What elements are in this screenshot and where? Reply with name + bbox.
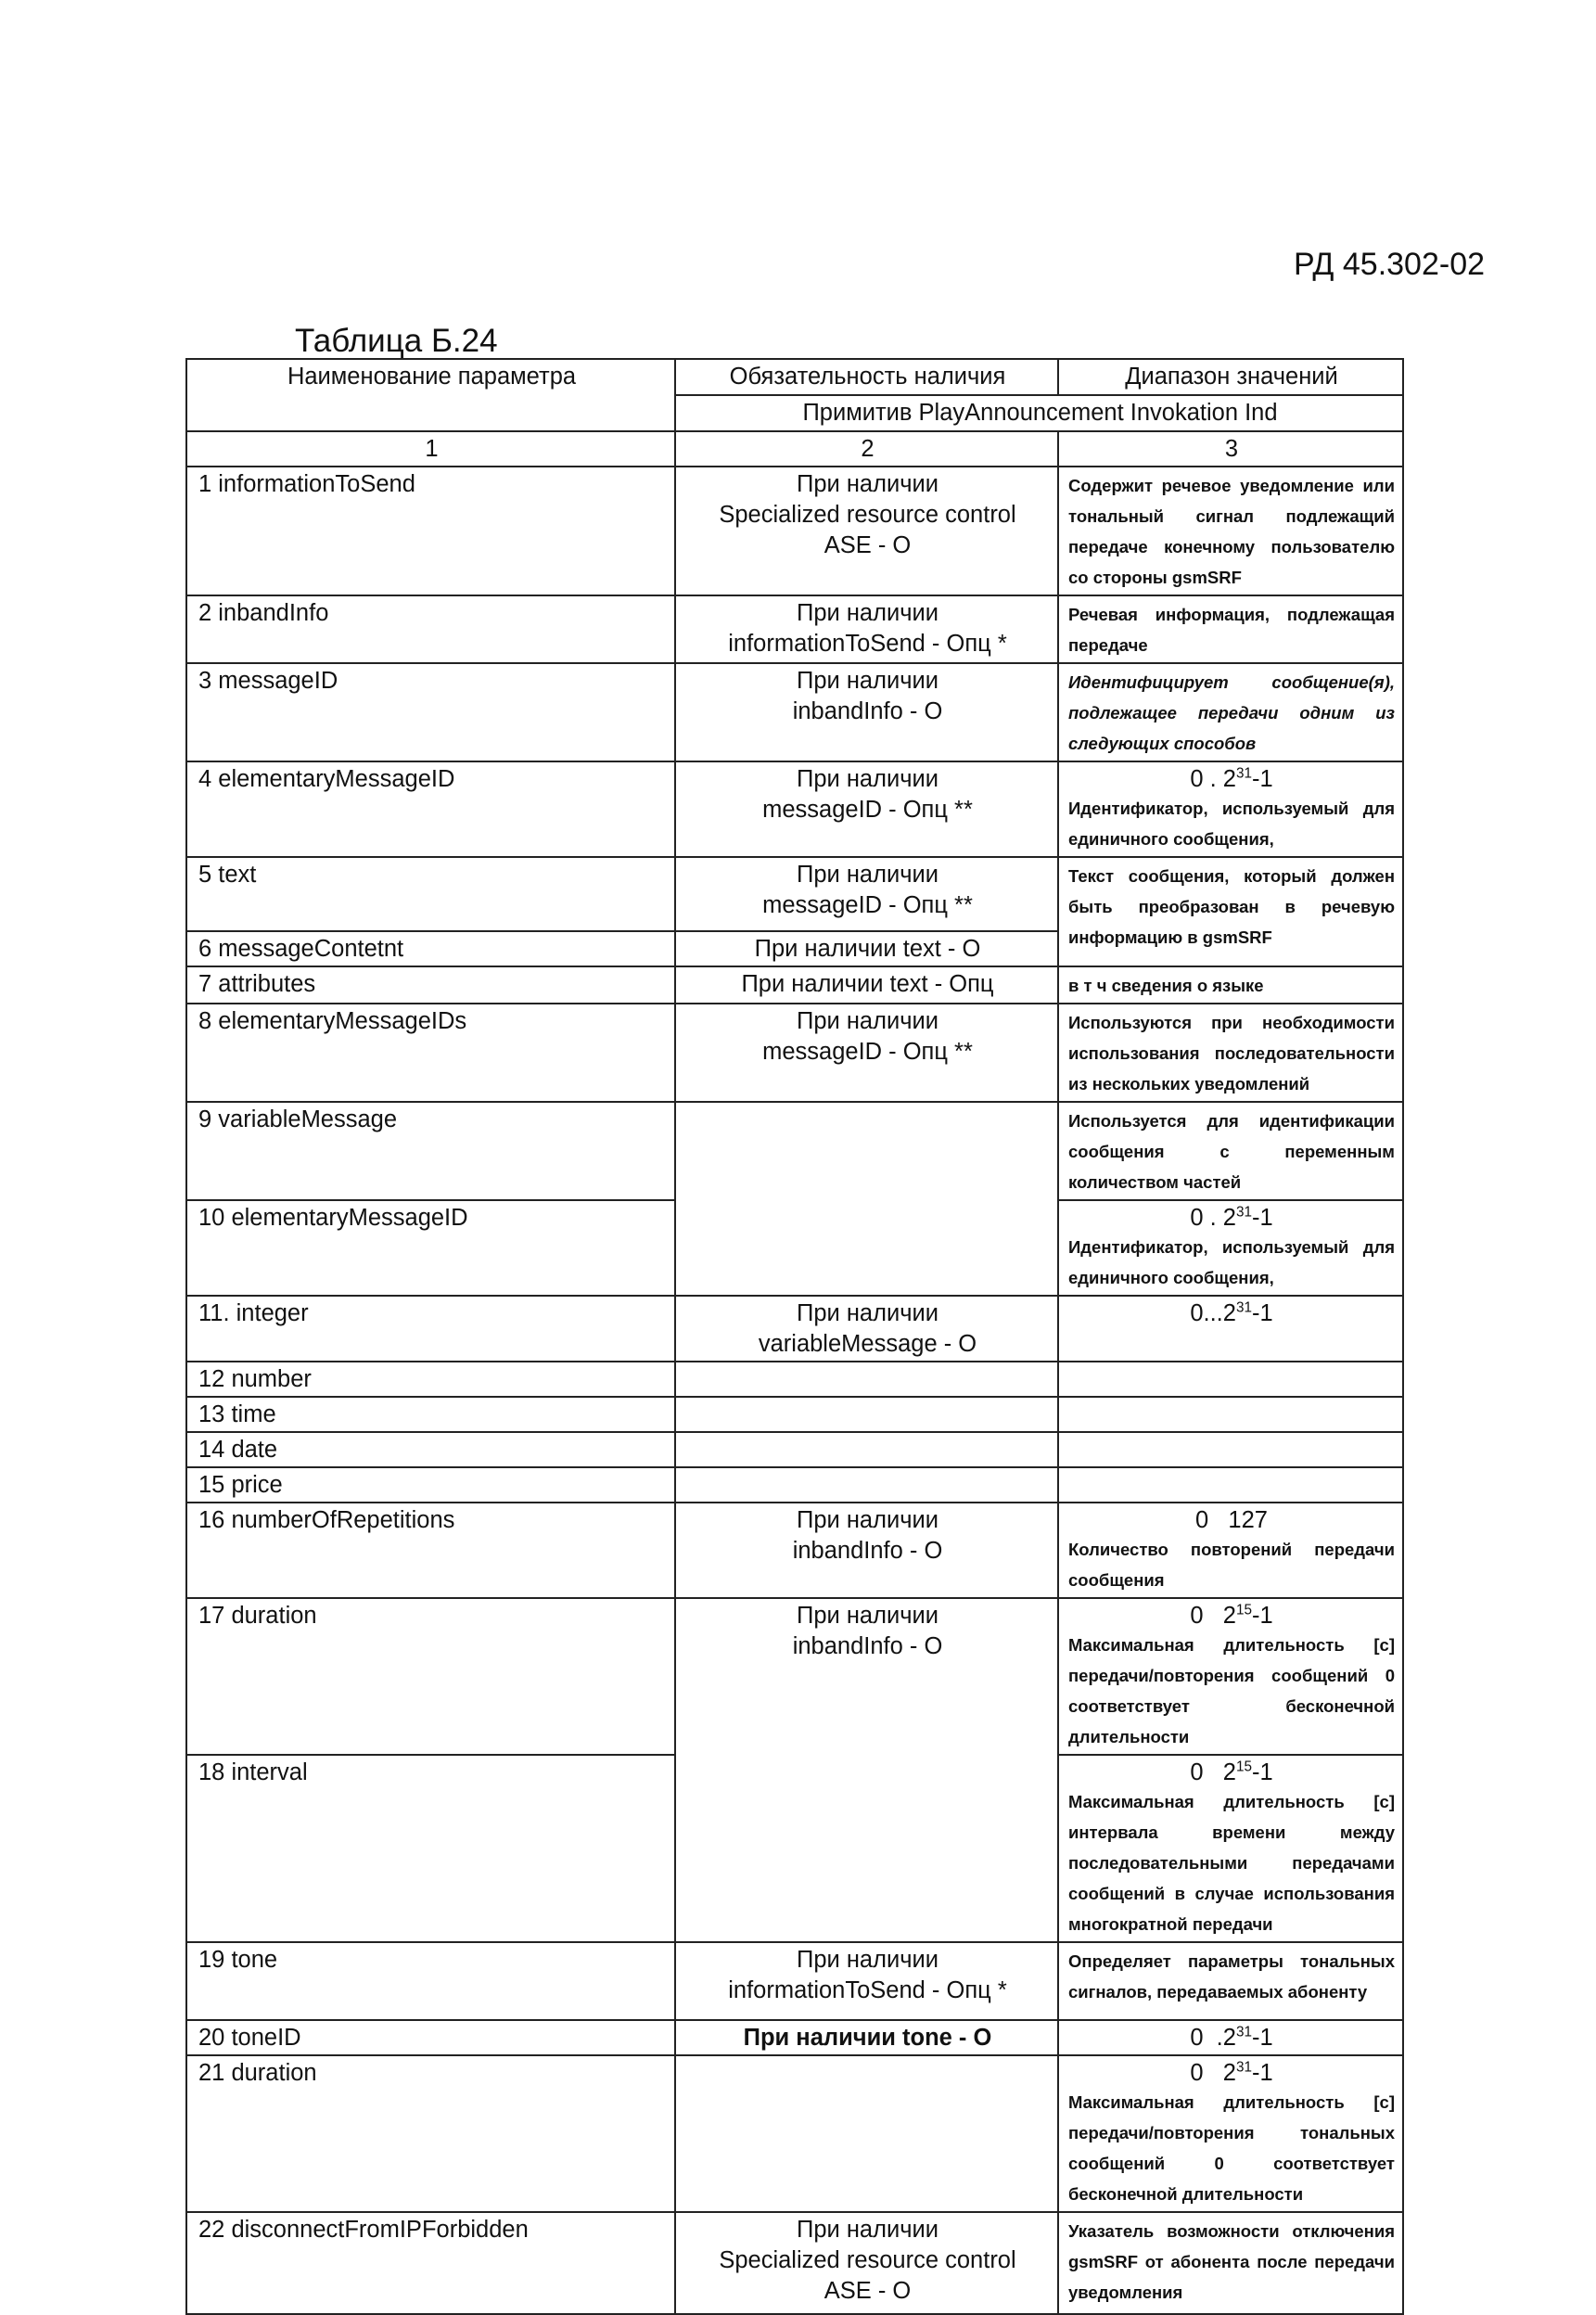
param-range: Максимальная длительность [с] передачи/повторения сообщений 0 соответствует бесконечной длительности: [1068, 1635, 1395, 1746]
range-value: 0 127: [1195, 1507, 1268, 1533]
param-range-value: 0 $.2^{31}-1$: [1058, 2020, 1403, 2055]
param-presence: При наличии inbandInfo - O: [675, 1598, 1058, 1942]
table-row: [186, 966, 1403, 1004]
param-presence: При наличии Specialized resource control ASE - O: [675, 2212, 1058, 2314]
header-row: [186, 359, 1403, 395]
param-presence: При наличии Specialized resource control ASE - O: [675, 467, 1058, 595]
table-row: [186, 1432, 1403, 1467]
table-row: [186, 1598, 1403, 1755]
param-range-cell: [1058, 1503, 1403, 1598]
param-range-cell: [1058, 1755, 1403, 1942]
parameters-table: [185, 358, 1404, 2315]
param-presence: При наличии inbandInfo - O: [675, 663, 1058, 761]
param-range: Содержит речевое уведомление или тональный сигнал подлежащий передаче конечному пользователю со стороны gsmSRF: [1058, 467, 1403, 595]
param-range-empty: [1058, 1397, 1403, 1432]
param-range: Идентификатор, используемый для единичного сообщения,: [1068, 1237, 1395, 1287]
param-range-cell: [1058, 761, 1403, 857]
param-name: 4 elementaryMessageID: [186, 761, 675, 857]
param-range: Максимальная длительность [с] передачи/повторения тональных сообщений 0 соответствует бесконечной длительности: [1068, 2092, 1395, 2204]
param-presence: При наличии informationToSend - Опц *: [675, 595, 1058, 663]
table-row: [186, 1004, 1403, 1102]
param-name: 8 elementaryMessageIDs: [186, 1004, 675, 1102]
param-name: 20 toneID: [186, 2020, 675, 2055]
param-presence: При наличии informationToSend - Опц *: [675, 1942, 1058, 2020]
param-name: 10 elementaryMessageID: [186, 1200, 675, 1296]
table-row: [186, 595, 1403, 663]
param-range-cell: [1058, 1200, 1403, 1296]
table-row: [186, 1942, 1403, 2020]
param-presence: При наличии inbandInfo - O: [675, 1503, 1058, 1598]
table-row: [186, 1362, 1403, 1397]
table-row: [186, 467, 1403, 595]
param-range: Используются при необходимости использования последовательности из нескольких уведомлений: [1058, 1004, 1403, 1102]
table-row: [186, 2212, 1403, 2314]
param-name: 12 number: [186, 1362, 675, 1397]
header-range: Диапазон значений: [1058, 359, 1403, 395]
param-name: 11. integer: [186, 1296, 675, 1362]
param-range: Указатель возможности отключения gsmSRF от абонента после передачи уведомления: [1058, 2212, 1403, 2314]
param-range-empty: [1058, 1362, 1403, 1397]
param-presence: При наличии variableMessage - O: [675, 1296, 1058, 1362]
range-value: 0 $2^{15}-1$: [1190, 1759, 1273, 1785]
param-range: Определяет параметры тональных сигналов, передаваемых абоненту: [1058, 1942, 1403, 2020]
param-range: в т ч сведения о языке: [1058, 966, 1403, 1004]
table-row: [186, 857, 1403, 931]
table-row: [186, 1397, 1403, 1432]
param-range-cell: [1058, 1598, 1403, 1755]
column-number-2: 2: [675, 431, 1058, 467]
param-name: 17 duration: [186, 1598, 675, 1755]
param-range-empty: [1058, 1432, 1403, 1467]
param-presence-empty: [675, 1397, 1058, 1432]
table-row: [186, 2020, 1403, 2055]
param-presence-empty: [675, 1102, 1058, 1296]
param-range: Текст сообщения, который должен быть преобразован в речевую информацию в gsmSRF: [1058, 857, 1403, 966]
param-name: 5 text: [186, 857, 675, 931]
table-row: [186, 1503, 1403, 1598]
primitive-name: Примитив PlayAnnouncement Invokation Ind: [675, 395, 1403, 431]
param-presence: При наличии messageID - Опц **: [675, 1004, 1058, 1102]
param-range: Максимальная длительность [с] интервала времени между последовательными передачами сообщений в случае использования многократной передачи: [1068, 1792, 1395, 1934]
column-number-row: [186, 431, 1403, 467]
range-value: 0 . $2^{31}-1$: [1190, 1204, 1273, 1231]
table-row: [186, 1296, 1403, 1362]
table-caption: Таблица Б.24: [295, 323, 498, 359]
table-row: [186, 1102, 1403, 1200]
param-presence-empty: [675, 1362, 1058, 1397]
param-range: Количество повторений передачи сообщения: [1068, 1540, 1395, 1590]
param-range-cell: [1058, 2055, 1403, 2212]
param-presence: При наличии messageID - Опц **: [675, 857, 1058, 931]
param-presence: При наличии messageID - Опц **: [675, 761, 1058, 857]
param-presence: При наличии text - Опц: [675, 966, 1058, 1004]
range-value: 0 $2^{15}-1$: [1190, 1602, 1273, 1629]
table-row: [186, 2055, 1403, 2212]
param-presence: При наличии tone - O: [675, 2020, 1058, 2055]
param-name: 3 messageID: [186, 663, 675, 761]
param-presence: При наличии text - O: [675, 931, 1058, 966]
param-name: 9 variableMessage: [186, 1102, 675, 1200]
header-parameter-name: Наименование параметра: [186, 359, 675, 431]
param-name: 7 attributes: [186, 966, 675, 1004]
param-range: Идентифицирует сообщение(я), подлежащее передачи одним из следующих способов: [1058, 663, 1403, 761]
param-presence-empty: [675, 1467, 1058, 1503]
param-name: 14 date: [186, 1432, 675, 1467]
column-number-3: 3: [1058, 431, 1403, 467]
param-name: 15 price: [186, 1467, 675, 1503]
table-row: [186, 761, 1403, 857]
param-range-empty: [1058, 1467, 1403, 1503]
column-number-1: 1: [186, 431, 675, 467]
param-range: Идентификатор, используемый для единичного сообщения,: [1068, 799, 1395, 849]
param-name: 22 disconnectFromIPForbidden: [186, 2212, 675, 2314]
table-row: [186, 663, 1403, 761]
param-name: 2 inbandInfo: [186, 595, 675, 663]
param-name: 1 informationToSend: [186, 467, 675, 595]
param-presence-empty: [675, 2055, 1058, 2212]
range-value: 0 . $2^{31}-1$: [1190, 765, 1273, 792]
param-range: Речевая информация, подлежащая передаче: [1058, 595, 1403, 663]
param-name: 18 interval: [186, 1755, 675, 1942]
param-name: 6 messageContetnt: [186, 931, 675, 966]
param-name: 19 tone: [186, 1942, 675, 2020]
param-presence-empty: [675, 1432, 1058, 1467]
header-presence: Обязательность наличия: [675, 359, 1058, 395]
param-range: Используется для идентификации сообщения с переменным количеством частей: [1058, 1102, 1403, 1200]
param-range-value: 0...2$^{31}$-1: [1058, 1296, 1403, 1362]
param-name: 13 time: [186, 1397, 675, 1432]
range-value: 0 $2^{31}-1$: [1190, 2059, 1273, 2086]
table-row: [186, 1467, 1403, 1503]
document-code: РД 45.302-02: [1294, 247, 1486, 282]
param-name: 21 duration: [186, 2055, 675, 2212]
param-name: 16 numberOfRepetitions: [186, 1503, 675, 1598]
